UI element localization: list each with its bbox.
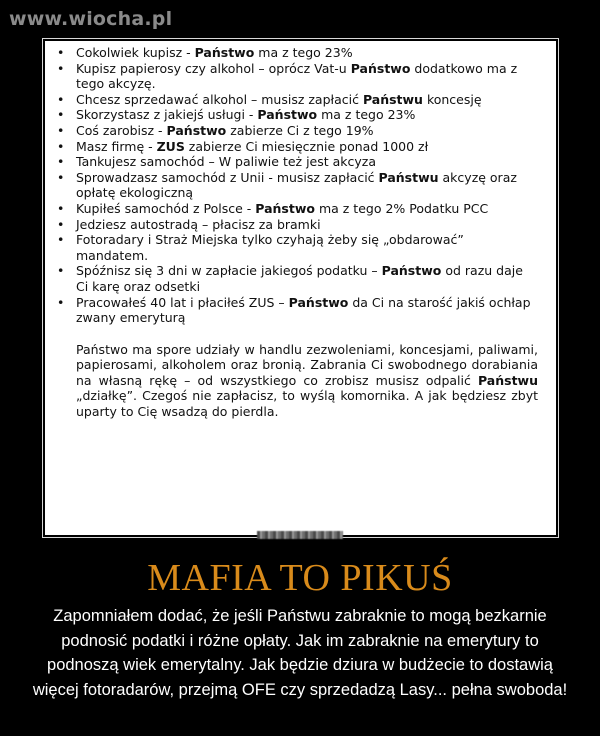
- text-span: Fotoradary i Straż Miejska tylko czyhają żeby się „obdarować” mandatem.: [76, 232, 464, 263]
- emphasis-text: ZUS: [156, 138, 185, 154]
- text-span: ma z tego 2% Podatku PCC: [314, 200, 489, 216]
- bullet-item: [57, 139, 538, 155]
- bullet-list: [57, 45, 538, 326]
- text-span: da Ci na starość jakiś ochłap zwany emeryturą: [76, 294, 531, 326]
- text-span: akcyzę oraz opłatę ekologiczną: [76, 169, 517, 201]
- text-span: Pracowałeś 40 lat i płaciłeś ZUS –: [76, 294, 289, 310]
- text-span: Tankujesz samochód – W paliwie też jest akcyza: [76, 154, 377, 170]
- emphasis-text: Państwu: [378, 169, 439, 185]
- text-span: „działkę”. Czegoś nie zapłacisz, to wyślą komornika. A jak będziesz zbyt uparty to Cię wsadzą do pierdla.: [76, 388, 538, 420]
- bullet-item: [57, 295, 538, 326]
- bullet-item: [57, 61, 538, 92]
- text-span: Kupiłeś samochód z Polsce -: [76, 200, 256, 216]
- emphasis-text: Państwo: [288, 294, 349, 310]
- text-span: Jedziesz autostradą – płacisz za bramki: [76, 216, 321, 232]
- emphasis-text: Państwo: [255, 200, 315, 216]
- emphasis-text: Państwo: [257, 107, 318, 123]
- poster-caption: Zapomniałem dodać, że jeśli Państwu zabraknie to mogą bezkarnie podnosić podatki i różne opłaty. Jak im zabraknie na emerytury to podnoszą wiek emerytalny. Jak będzie dziura w budżecie to dostawią więcej fotoradarów, przejmą OFE czy sprzedadzą Lasy... pełna swoboda!: [32, 607, 568, 699]
- text-span: Cokolwiek kupisz -: [76, 45, 195, 60]
- text-span: Sprowadzasz samochód z Unii - musisz zapłacić: [76, 169, 379, 185]
- text-span: ma z tego 23%: [317, 107, 416, 123]
- text-span: od razu daje Ci karę oraz odsetki: [76, 263, 523, 294]
- site-watermark: www.wiocha.pl: [9, 8, 173, 30]
- text-span: zabierze Ci miesięcznie ponad 1000 zł: [184, 138, 429, 154]
- bullet-item: [57, 170, 538, 201]
- emphasis-text: Państwo: [194, 45, 255, 60]
- text-span: Spóźnisz się 3 dni w zapłacie jakiegoś podatku –: [76, 263, 382, 279]
- bullet-item: [57, 201, 538, 217]
- bullet-item: [57, 217, 538, 233]
- bullet-item: [57, 45, 538, 61]
- emphasis-text: Państwo: [350, 60, 411, 76]
- text-span: Coś zarobisz -: [76, 122, 167, 138]
- text-span: Kupisz papierosy czy alkohol – oprócz Vat-u: [76, 60, 351, 76]
- blurred-signature: [257, 531, 343, 539]
- text-span: zabierze Ci z tego 19%: [226, 122, 374, 138]
- bullet-item: [57, 154, 538, 170]
- content-image: [45, 41, 556, 535]
- emphasis-text: Państwo: [166, 122, 227, 138]
- summary-paragraph: [76, 342, 538, 420]
- bullet-item: [57, 107, 538, 123]
- text-span: Skorzystasz z jakiejś usługi -: [76, 107, 258, 123]
- bullet-item: [57, 232, 538, 263]
- bullet-item: [57, 263, 538, 294]
- text-span: ma z tego 23%: [254, 45, 353, 60]
- text-span: koncesję: [422, 91, 482, 107]
- text-span: Masz firmę -: [76, 138, 157, 154]
- text-span: Chcesz sprzedawać alkohol – musisz zapłacić: [76, 91, 363, 107]
- text-span: dodatkowo ma z tego akcyzę.: [76, 60, 518, 92]
- bullet-item: [57, 123, 538, 139]
- emphasis-text: Państwu: [477, 372, 538, 388]
- emphasis-text: Państwu: [362, 91, 423, 107]
- poster-title: MAFIA TO PIKUŚ: [147, 557, 453, 599]
- emphasis-text: Państwo: [381, 263, 442, 279]
- bullet-item: [57, 92, 538, 108]
- text-span: Państwo ma spore udziały w handlu zezwoleniami, koncesjami, paliwami, papierosami, alkoholem oraz bronią. Zabrania Ci swobodnego dorabiania na własną rękę – od wszystkiego co zrobisz musisz odpalić: [76, 341, 538, 388]
